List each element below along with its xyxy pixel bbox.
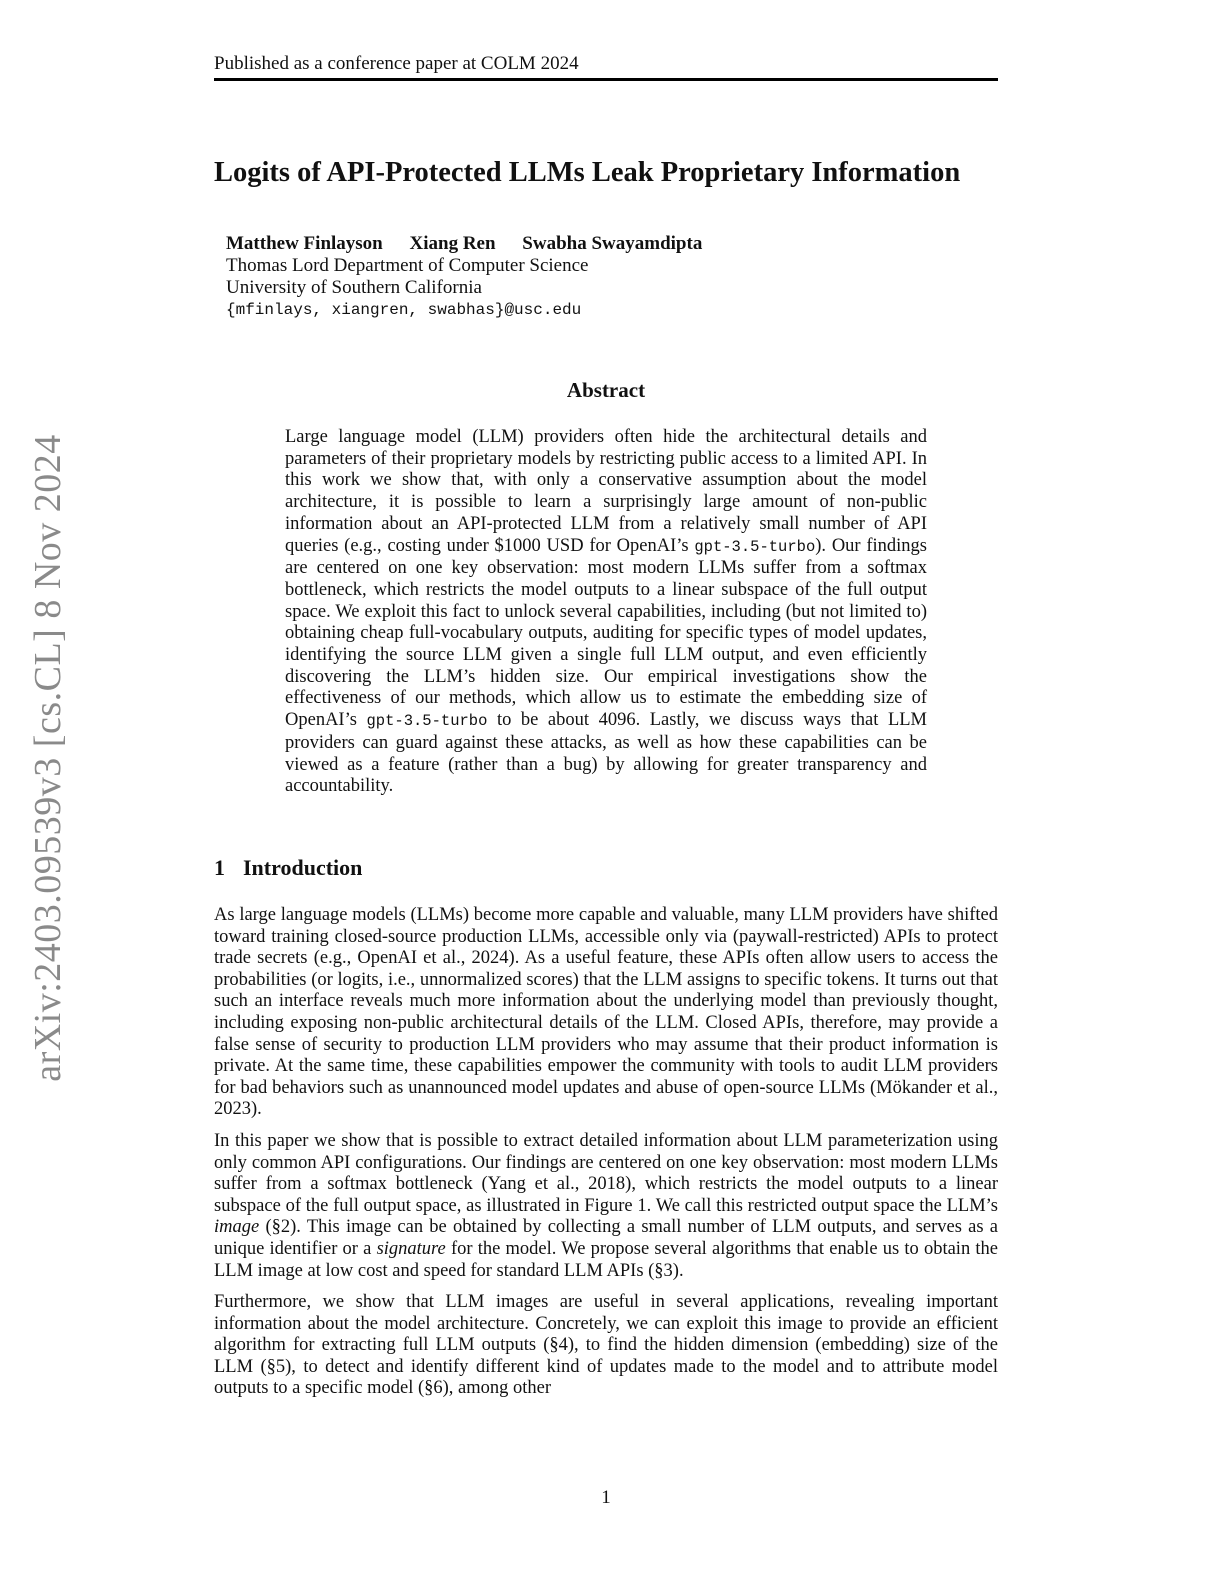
- paragraph-part: for the model. We propose several algorithms that enable us to obtain the LLM image at low cost and speed for standard LLM APIs (§3).: [214, 1238, 998, 1281]
- author-name: Matthew Finlayson: [226, 233, 383, 254]
- model-name-code: gpt-3.5-turbo: [694, 537, 816, 556]
- abstract-part: Large language model (LLM) providers often hide the architectural details and parameters of their proprietary models by restricting public access to a limited API. In this work we show that, with only a conservative assumption about the model architecture, it is possible to learn a surprisingly large amount of non-public information about an API-protected LLM from a relatively small number of API queries (e.g., costing under $1000 USD for OpenAI’s: [285, 427, 927, 556]
- paragraph-part: (§2). This image can be obtained by collecting a small number of LLM outputs, and serves as a unique identifier or a: [214, 1217, 998, 1259]
- author-department: Thomas Lord Department of Computer Science: [226, 255, 589, 276]
- author-block: [226, 233, 986, 321]
- author-names: [226, 233, 986, 255]
- author-name: Swabha Swayamdipta: [522, 233, 703, 254]
- abstract-part: ). Our findings are centered on one key observation: most modern LLMs suffer from a softmax bottleneck, which restricts the model outputs to a linear subspace of the full output space. We exploit this fact to unlock several capabilities, including (but not limited to) obtaining cheap full-vocabulary outputs, auditing for specific types of model updates, identifying the source LLM given a single full LLM output, and even efficiently discovering the LLM’s hidden size. Our empirical investigations show the effectiveness of our methods, which allow us to estimate the embedding size of OpenAI’s: [285, 535, 927, 731]
- running-header: Published as a conference paper at COLM 2024: [214, 52, 998, 81]
- section-number: 1: [214, 855, 225, 880]
- model-name-code: gpt-3.5-turbo: [366, 712, 488, 731]
- arxiv-stamp: arXiv:2403.09539v3 [cs.CL] 8 Nov 2024: [27, 434, 69, 1082]
- abstract-heading: Abstract: [566, 378, 646, 402]
- page-number: 1: [601, 1487, 611, 1508]
- abstract-part: to be about 4096. Lastly, we discuss ways that LLM providers can guard against these attacks, as well as how these capabilities can be viewed as a feature (rather than a bug) by allowing for greater transparency and accountability.: [285, 710, 927, 797]
- author-email: {mfinlays, xiangren, swabhas}@usc.edu: [226, 301, 582, 319]
- abstract-text: [285, 427, 927, 798]
- paper-title: Logits of API-Protected LLMs Leak Proprietary Information: [214, 157, 961, 188]
- paragraph: [214, 1131, 998, 1282]
- section-heading: [214, 854, 998, 882]
- emphasis: signature: [376, 1238, 446, 1259]
- section-title: Introduction: [243, 855, 363, 880]
- author-university: University of Southern California: [226, 277, 482, 298]
- paragraph: Furthermore, we show that LLM images are useful in several applications, revealing important information about the model architecture. Concretely, we can exploit this image to provide an efficient algorithm for extracting full LLM outputs (§4), to find the hidden dimension (embedding) size of the LLM (§5), to detect and identify different kind of updates made to the model and to attribute model outputs to a specific model (§6), among other: [214, 1292, 998, 1399]
- paragraph: As large language models (LLMs) become more capable and valuable, many LLM providers have shifted toward training closed-source production LLMs, accessible only via (paywall-restricted) APIs to protect trade secrets (e.g., OpenAI et al., 2024). As a useful feature, these APIs often allow users to access the probabilities (or logits, i.e., unnormalized scores) that the LLM assigns to specific tokens. It turns out that such an interface reveals much more information about the underlying model than previously thought, including exposing non-public architectural details of the LLM. Closed APIs, therefore, may provide a false sense of security to production LLM providers who may assume that their product information is private. At the same time, these capabilities empower the community with tools to audit LLM providers for bad behaviors such as unannounced model updates and abuse of open-source LLMs (Mökander et al., 2023).: [214, 905, 998, 1120]
- paragraph-part: In this paper we show that is possible to extract detailed information about LLM parameterization using only common API configurations. Our findings are centered on one key observation: most modern LLMs suffer from a softmax bottleneck (Yang et al., 2018), which restricts the model outputs to a linear subspace of the full output space, as illustrated in Figure 1. We call this restricted output space the LLM’s: [214, 1130, 998, 1216]
- section-body: [214, 905, 998, 1410]
- emphasis: image: [214, 1217, 260, 1238]
- author-name: Xiang Ren: [409, 233, 496, 254]
